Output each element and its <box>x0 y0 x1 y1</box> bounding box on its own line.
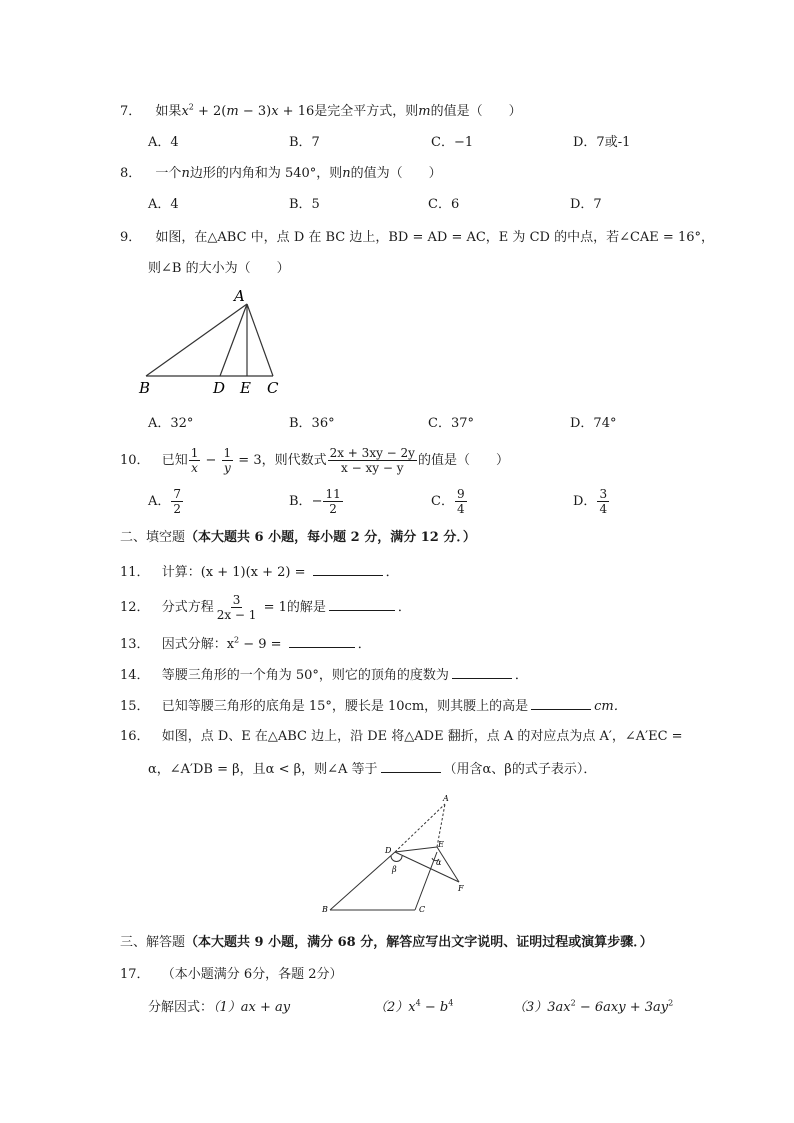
numerator: 1 <box>223 446 232 460</box>
fraction <box>328 446 417 475</box>
section-2-heading <box>120 528 476 548</box>
question-number: 12． <box>120 600 150 615</box>
section-title: 二、填空题 <box>120 530 186 545</box>
triangle-figure-q9 <box>130 282 300 398</box>
fraction <box>597 487 609 516</box>
superscript: 2 <box>668 998 674 1008</box>
fraction <box>171 487 183 516</box>
question-14 <box>120 664 528 686</box>
part-1: （1）ax + ay <box>213 1000 291 1015</box>
superscript: 2 <box>234 635 240 645</box>
question-text: = 3，则代数式 <box>234 453 327 468</box>
label-f: F <box>458 884 464 893</box>
math-text: + 16 <box>278 104 315 119</box>
label-a: A <box>443 794 449 803</box>
choice-label: D． <box>573 494 597 509</box>
choice-label: B． <box>289 494 312 509</box>
numerator: 3 <box>599 487 608 501</box>
denominator: x <box>191 461 198 475</box>
fraction <box>189 446 201 475</box>
question-text: 已知 <box>161 453 188 468</box>
question-text: 如果 <box>155 104 182 119</box>
question-number: 11． <box>120 565 150 580</box>
label-e: E <box>438 840 444 849</box>
question-text: 计算：(x + 1)(x + 2) = <box>161 565 310 580</box>
choice-a <box>148 486 184 518</box>
fraction <box>323 487 342 516</box>
label-c: C <box>267 379 279 397</box>
choice-d: D．7或-1 <box>573 135 631 150</box>
numerator: 2x + 3xy − 2y <box>329 446 415 460</box>
denominator: x − xy − y <box>341 461 404 475</box>
question-16-line-2 <box>148 758 596 780</box>
question-17-part-3 <box>513 998 673 1018</box>
choice-c: C．37° <box>428 416 474 431</box>
question-17 <box>120 965 343 985</box>
denominator: 2 <box>329 502 337 516</box>
fraction <box>455 487 467 516</box>
numerator: 11 <box>325 487 341 501</box>
question-text: ． <box>397 600 411 615</box>
numerator: 3 <box>232 593 241 607</box>
question-text: 的值是（ ） <box>430 104 522 119</box>
choice-b <box>289 486 344 518</box>
question-7: 7． 如果$x^2 + 2(m - 3)x + 16$是完全平方式，则m的值是（ ） <box>120 102 522 119</box>
answer-blank[interactable] <box>329 596 395 611</box>
question-16 <box>120 727 683 747</box>
question-text: = 1的解是 <box>259 600 326 615</box>
question-number: 10． <box>120 453 150 468</box>
choice-a: A．4 <box>148 135 179 150</box>
label-c: C <box>419 905 426 914</box>
choice-d: D．7 <box>570 197 602 212</box>
fold-figure-q16 <box>318 790 478 920</box>
numerator: 9 <box>456 487 465 501</box>
math-text: （3）3ax <box>513 1000 571 1015</box>
question-11 <box>120 561 399 583</box>
section-3-heading <box>120 933 653 953</box>
choice-d <box>573 486 610 518</box>
numerator: 7 <box>173 487 182 501</box>
math-var: x <box>271 104 279 119</box>
question-text: （本小题满分 6分，各题 2分） <box>161 967 343 982</box>
question-text: 因式分解：x <box>161 637 235 652</box>
question-text: ． <box>514 668 528 683</box>
question-text: − 9 = <box>239 637 286 652</box>
answer-blank[interactable] <box>313 561 383 576</box>
math-text: − 3) <box>238 104 272 119</box>
label-alpha: α <box>436 858 442 867</box>
label-e: E <box>240 379 251 397</box>
math-text: − <box>201 453 221 468</box>
question-text: 如图，点 D、E 在△ABC 边上，沿 DE 将△ADE 翻折，点 A 的对应点为点 A′，∠A′EC = <box>161 729 683 744</box>
choice-b: B．5 <box>289 197 320 212</box>
question-number: 9． <box>120 230 142 245</box>
math-text: （2）x <box>374 1000 416 1015</box>
question-17-part-2 <box>374 998 453 1018</box>
section-note: （本大题共 9 小题，满分 68 分，解答应写出文字说明、证明过程或演算步骤．） <box>185 935 653 950</box>
question-text: ． <box>385 565 399 580</box>
answer-blank[interactable] <box>381 758 441 773</box>
question-text: ． <box>357 637 371 652</box>
math-var: x <box>181 104 189 119</box>
question-number: 7． <box>120 104 142 119</box>
question-8 <box>120 164 442 184</box>
question-15 <box>120 695 627 717</box>
superscript: 4 <box>448 998 454 1008</box>
denominator: 4 <box>599 502 608 516</box>
question-number: 14． <box>120 668 150 683</box>
label-beta: β <box>392 865 397 874</box>
superscript: 2 <box>570 998 576 1008</box>
question-number: 8． <box>120 166 142 181</box>
question-text: 的值是（ ） <box>417 453 509 468</box>
denominator: 4 <box>456 502 465 516</box>
question-text: cm． <box>594 699 627 714</box>
choice-d: D．74° <box>570 416 617 431</box>
math-text: − 6axy + 3ay <box>575 1000 669 1015</box>
choice-label: C． <box>431 494 454 509</box>
question-text: 是完全平方式，则 <box>314 104 419 119</box>
question-text: 分解因式： <box>148 1000 214 1015</box>
question-10 <box>120 445 509 477</box>
question-text: 如图，在△ABC 中，点 D 在 BC 边上，BD = AD = AC，E 为 CD 的中点，若∠CAE = 16°， <box>155 230 714 245</box>
question-17-parts <box>148 998 290 1018</box>
label-b: B <box>139 379 151 397</box>
question-text: 边形的内角和为 540°，则 <box>189 166 343 181</box>
label-d: D <box>213 379 226 397</box>
choice-c <box>431 486 468 518</box>
math-var: n <box>342 166 351 181</box>
question-text: 分式方程 <box>161 600 214 615</box>
question-text: 一个 <box>155 166 182 181</box>
question-13 <box>120 633 371 655</box>
question-9 <box>120 228 714 248</box>
question-number: 13． <box>120 637 150 652</box>
math-var: n <box>181 166 190 181</box>
question-number: 15． <box>120 699 150 714</box>
question-text: α，∠A′DB = β，且α < β，则∠A 等于 <box>148 762 378 777</box>
math-text: + 2( <box>193 104 227 119</box>
choice-c: C．−1 <box>431 135 474 150</box>
answer-blank[interactable] <box>452 664 512 679</box>
fraction <box>222 446 234 475</box>
question-text: 的值为（ ） <box>350 166 442 181</box>
section-title: 三、解答题 <box>120 935 186 950</box>
denominator: 2 <box>173 502 182 516</box>
label-a: A <box>234 287 245 305</box>
label-d: D <box>385 846 392 855</box>
choice-c: C．6 <box>428 197 460 212</box>
question-number: 17． <box>120 967 150 982</box>
choice-b: B．7 <box>289 135 320 150</box>
sign: − <box>311 494 323 509</box>
question-text: 已知等腰三角形的底角是 15°，腰长是 10cm，则其腰上的高是 <box>161 699 529 714</box>
numerator: 1 <box>190 446 199 460</box>
question-9-line-2: 则∠B 的大小为（ ） <box>148 261 290 276</box>
question-text: （用含α、β的式子表示）． <box>443 762 597 777</box>
denominator: y <box>223 461 231 475</box>
fraction <box>215 593 259 622</box>
question-text: 等腰三角形的一个角为 50°，则它的顶角的度数为 <box>161 668 449 683</box>
answer-blank[interactable] <box>289 633 355 648</box>
math-var: m <box>418 104 431 119</box>
question-12 <box>120 592 411 624</box>
choice-b: B．36° <box>289 416 335 431</box>
question-number: 16． <box>120 729 150 744</box>
label-b: B <box>322 905 328 914</box>
section-note: （本大题共 6 小题，每小题 2 分，满分 12 分．） <box>185 530 476 545</box>
math-var: m <box>226 104 239 119</box>
answer-blank[interactable] <box>531 695 591 710</box>
superscript: 4 <box>415 998 421 1008</box>
choice-label: A． <box>148 494 171 509</box>
choice-a: A．4 <box>148 197 179 212</box>
choice-a: A．32° <box>148 416 194 431</box>
math-text: − b <box>420 1000 449 1015</box>
denominator: 2x − 1 <box>216 608 257 622</box>
